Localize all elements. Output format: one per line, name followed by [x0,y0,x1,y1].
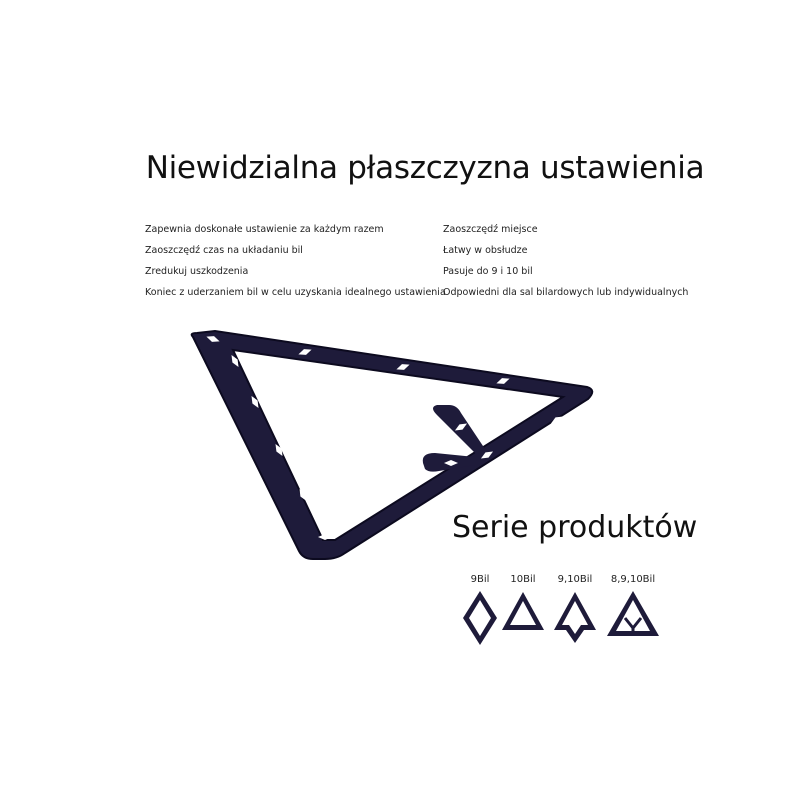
feature-item: Zapewnia doskonałe ustawienie za każdym razem [145,224,384,235]
notched-triangle-rack-icon [552,588,598,648]
feature-item: Odpowiedni dla sal bilardowych lub indywidualnych [443,287,689,298]
diamond-rack-icon [460,588,500,648]
feature-item: Zaoszczędź miejsce [443,224,538,235]
triangle-rack-icon [500,588,546,638]
variant-label: 10Bil [510,574,536,585]
variant-9-10-ball [550,572,600,648]
variant-label: 8,9,10Bil [610,574,656,585]
feature-item: Koniec z uderzaniem bil w celu uzyskania idealnego ustawienia [145,287,446,298]
features-list-right [443,219,688,303]
variant-label: 9Bil [470,574,490,585]
variant-label: 9,10Bil [557,574,593,585]
feature-item: Zaoszczędź czas na układaniu bil [145,245,303,256]
variant-8-9-10-ball [604,572,662,644]
feature-item: Pasuje do 9 i 10 bil [443,266,533,277]
feature-item: Zredukuj uszkodzenia [145,266,249,277]
forked-triangle-rack-icon [605,588,661,644]
feature-item: Łatwy w obsłudze [443,245,528,256]
variant-9-ball [458,572,502,648]
page-title: Niewidzialna płaszczyzna ustawienia [145,150,705,186]
variant-10-ball [500,572,546,638]
features-list-left [145,219,446,303]
series-title: Serie produktów [452,510,698,545]
